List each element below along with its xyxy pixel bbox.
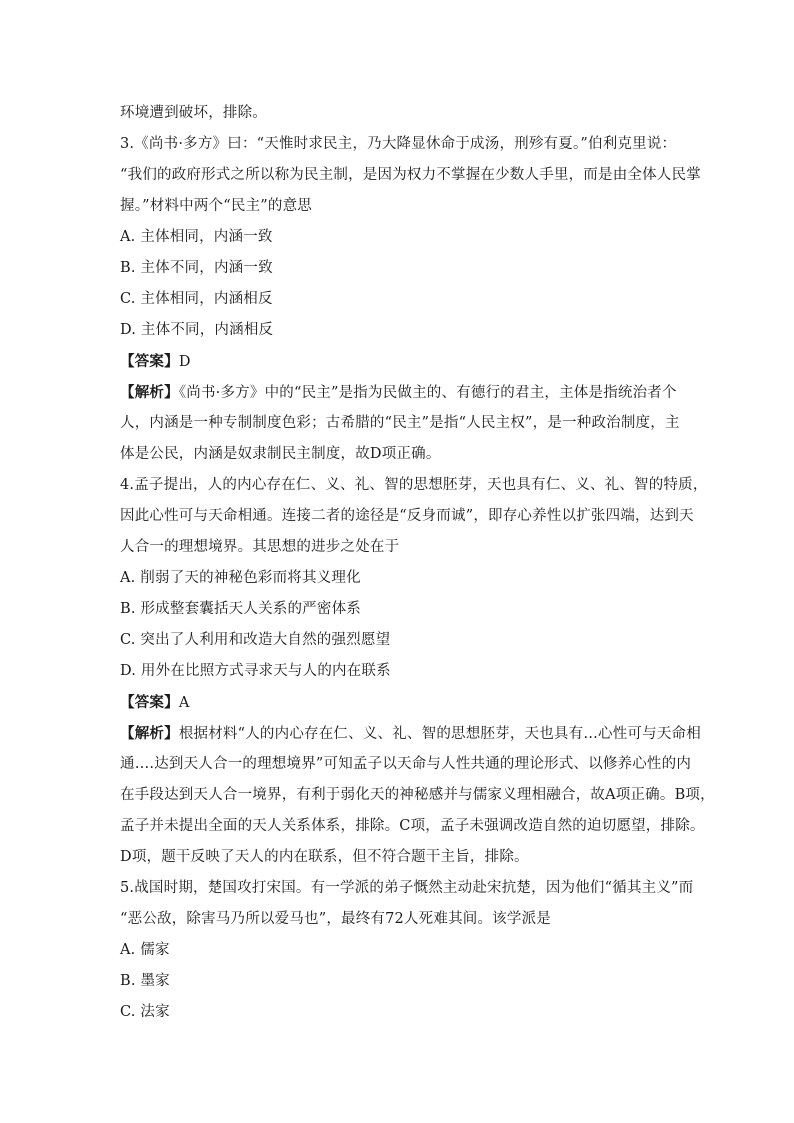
line-text: A. 儒家 [120,942,170,958]
section-tag: 【答案】 [120,353,179,370]
line-text: B. 主体不同，内涵一致 [120,260,273,276]
line-text: 环境遭到破坏，排除。 [120,105,267,121]
line-text: D项，题干反映了天人的内在联系，但不符合题干主旨，排除。 [120,849,529,865]
text-line [120,904,676,935]
line-text: C. 法家 [120,1004,170,1020]
line-text: 通….达到天人合一的理想境界”可知孟子以天命与人性共通的理论形式、以修养心性的内 [120,756,692,772]
text-line [120,501,694,532]
line-text: A [178,695,190,711]
text-line [120,129,676,160]
text-line [120,687,676,718]
text-line [120,718,701,749]
line-text: 因此心性可与天命相通。连接二者的途径是“反身而诚”，即存心养性以扩张四端，达到天 [120,508,694,524]
text-line [120,563,676,594]
line-text: 人合一的理想境界。其思想的进步之处在于 [120,539,400,555]
line-text: 4.孟子提出，人的内心存在仁、义、礼、智的思想胚芽，天也具有仁、义、礼、智的特质， [120,477,708,493]
line-text: 3.《尚书·多方》曰：“天惟时求民主，乃大降显休命于成汤，刑殄有夏。”伯利克里说： [120,136,677,152]
text-line [120,532,676,563]
text-line [120,98,676,129]
line-text: B. 形成整套囊括天人关系的严密体系 [120,601,361,617]
text-line [120,377,676,408]
line-text: 《尚书·多方》中的“民主”是指为民做主的、有德行的君主，主体是指统治者个 [178,385,677,401]
line-text: 根据材料“人的内心存在仁、义、礼、智的思想胚芽，天也具有…心性可与天命相 [178,726,701,742]
line-text: 在手段达到天人合一境界，有利于弱化天的神秘感并与儒家义理相融合，故A项正确。B项， [120,787,715,803]
text-line [120,470,708,501]
line-text: 握。”材料中两个“民主”的意思 [120,198,312,214]
text-line [120,346,676,377]
line-text: D. 主体不同，内涵相反 [120,322,274,338]
text-line [120,873,694,904]
line-text: “我们的政府形式之所以称为民主制，是因为权力不掌握在少数人手里，而是由全体人民掌 [120,167,701,183]
document-page [120,98,715,1028]
text-line [120,439,676,470]
line-text: C. 突出了人利用和改造大自然的强烈愿望 [120,632,391,648]
line-text: 体是公民，内涵是奴隶制民主制度，故D项正确。 [120,446,441,462]
text-line [120,625,676,656]
section-tag: 【解析】 [120,384,179,401]
text-line [120,966,676,997]
section-tag: 【答案】 [120,694,179,711]
text-line [120,780,715,811]
text-line [120,935,676,966]
line-text: “恶公敌，除害马乃所以爱马也”，最终有72人死难其间。该学派是 [120,911,551,927]
line-text: D [178,354,191,370]
line-text: B. 墨家 [120,973,170,989]
line-text: 5.战国时期，楚国攻打宋国。有一学派的弟子慨然主动赴宋抗楚，因为他们“循其主义”而 [120,880,694,896]
text-line [120,253,676,284]
line-text: A. 削弱了天的神秘色彩而将其义理化 [120,570,361,586]
text-line [120,811,705,842]
line-text: 孟子并未提出全面的天人关系体系，排除。C项，孟子未强调改造自然的迫切愿望，排除。 [120,818,705,834]
text-line [120,842,676,873]
line-text: C. 主体相同，内涵相反 [120,291,273,307]
text-line [120,656,676,687]
line-text: 人，内涵是一种专制制度色彩；古希腊的“民主”是指“人民主权”，是一种政治制度，主 [120,415,680,431]
section-tag: 【解析】 [120,725,179,742]
text-line [120,191,676,222]
text-line [120,160,701,191]
text-line [120,594,676,625]
text-line [120,749,692,780]
line-text: A. 主体相同，内涵一致 [120,229,273,245]
text-line [120,997,676,1028]
text-line [120,408,680,439]
text-line [120,222,676,253]
line-text: D. 用外在比照方式寻求天与人的内在联系 [120,663,391,679]
text-line [120,284,676,315]
text-line [120,315,676,346]
